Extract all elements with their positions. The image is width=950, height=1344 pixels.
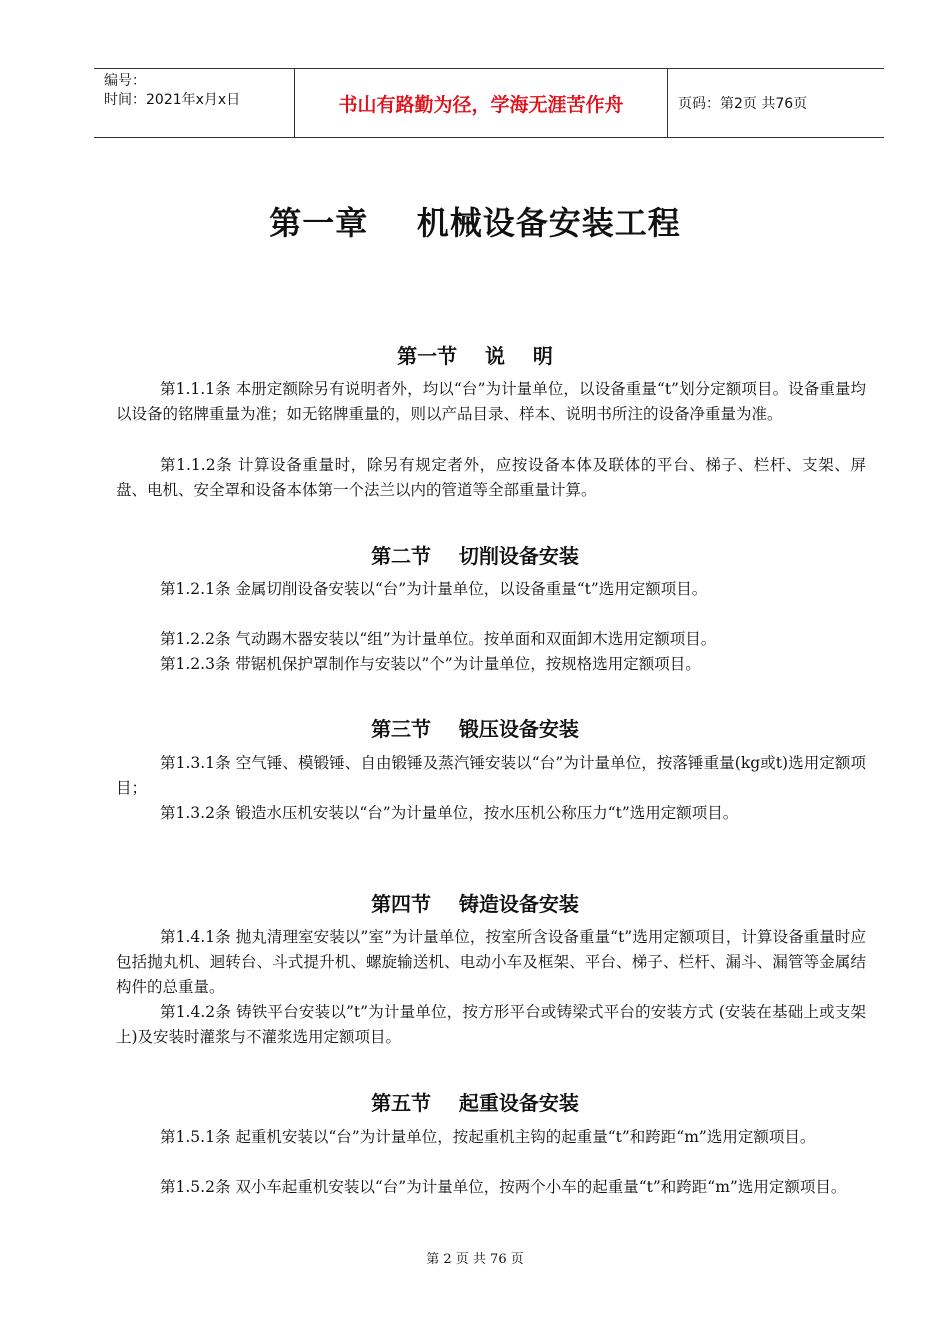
chapter-title: 第一章 机械设备安装工程 (269, 204, 681, 242)
paragraph: 第1.5.2条 双小车起重机安装以“台”为计量单位，按两个小车的起重量“t”和跨距“m”选用定额项目。 (160, 1178, 847, 1196)
page-header (94, 68, 884, 138)
section-title: 第四节 铸造设备安装 (371, 892, 579, 916)
paragraph: 第1.1.1条 本册定额除另有说明者外，均以“台”为计量单位，以设备重量“t”划分定额项目。设备重量均以设备的铭牌重量为准；如无铭牌重量的，则以产品目录、样本、说明书所注的设备净重量为准。 (116, 380, 866, 423)
document-number: 编号： (104, 73, 146, 89)
paragraph: 第1.3.1条 空气锤、模锻锤、自由锻锤及蒸汽锤安装以“台”为计量单位，按落锤重量(kg或t)选用定额项目； (116, 754, 866, 797)
section-title: 第一节 说 明 (397, 344, 553, 368)
paragraph: 第1.4.1条 抛丸清理室安装以”室”为计量单位，按室所含设备重量“t”选用定额项目，计算设备重量时应包括抛丸机、迴转台、斗式提升机、螺旋输送机、电动小车及框架、平台、梯子、栏杆、漏斗、漏管等金属结构件的总重量。 (116, 928, 866, 996)
paragraph: 第1.4.2条 铸铁平台安装以”t”为计量单位，按方形平台或铸梁式平台的安装方式 (安装在基础上或支架上)及安装时灌浆与不灌浆选用定额项目。 (116, 1003, 866, 1046)
section-title: 第三节 锻压设备安装 (371, 717, 579, 741)
header-page-number: 页码：第2页 共76页 (678, 96, 808, 112)
header-motto: 书山有路勤为径，学海无涯苦作舟 (295, 69, 668, 137)
paragraph: 第1.2.2条 气动踢木器安装以“组”为计量单位。按单面和双面卸木选用定额项目。 (160, 630, 717, 648)
section-title: 第五节 起重设备安装 (371, 1091, 579, 1115)
paragraph: 第1.1.2条 计算设备重量时，除另有规定者外，应按设备本体及联体的平台、梯子、栏杆、支架、屏盘、电机、安全罩和设备本体第一个法兰以内的管道等全部重量计算。 (116, 456, 866, 499)
paragraph: 第1.5.1条 起重机安装以“台”为计量单位，按起重机主钩的起重量“t”和跨距“m”选用定额项目。 (160, 1128, 816, 1146)
section-title: 第二节 切削设备安装 (371, 544, 579, 568)
page-footer: 第 2 页 共 76 页 (426, 1252, 524, 1267)
paragraph: 第1.2.3条 带锯机保护罩制作与安装以”个”为计量单位，按规格选用定额项目。 (160, 655, 701, 673)
document-time: 时间：2021年x月x日 (104, 92, 241, 108)
paragraph: 第1.3.2条 锻造水压机安装以“台”为计量单位，按水压机公称压力“t”选用定额项目。 (160, 804, 739, 822)
paragraph: 第1.2.1条 金属切削设备安装以“台”为计量单位，以设备重量“t”选用定额项目。 (160, 580, 708, 598)
header-meta (94, 69, 295, 137)
